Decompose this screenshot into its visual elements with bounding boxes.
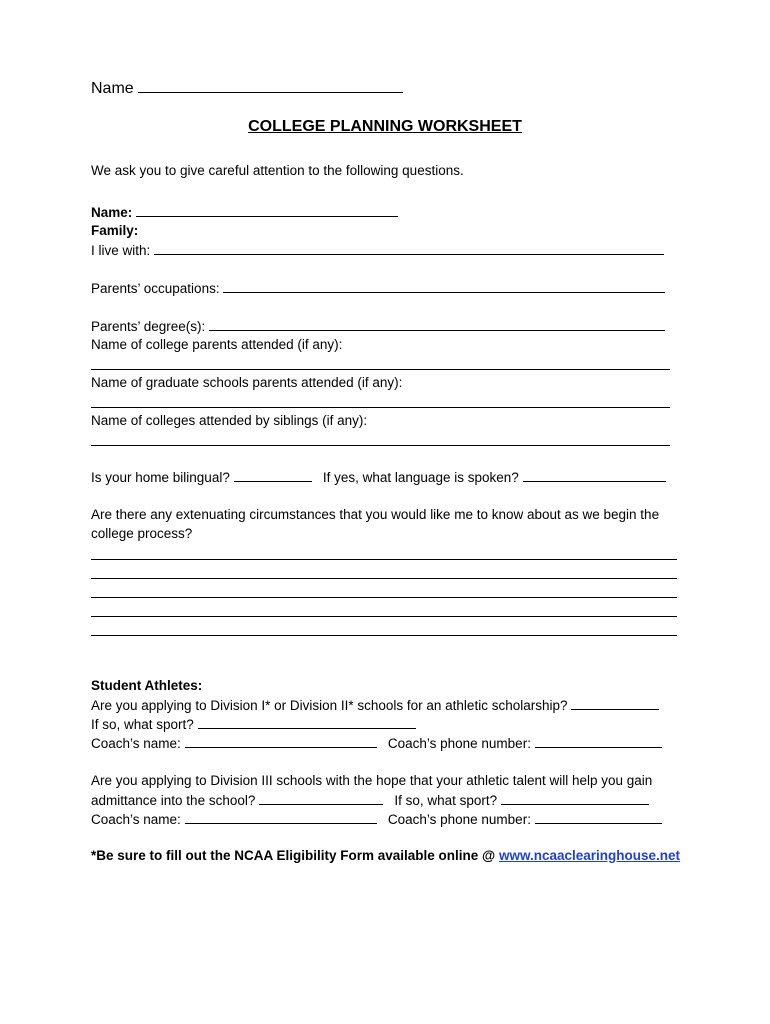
live-with-row xyxy=(91,240,664,260)
coach-name2-label: Coach’s name: xyxy=(91,812,181,827)
ncaa-note-text: *Be sure to fill out the NCAA Eligibility Form available online @ xyxy=(91,848,496,863)
coach-name1-label: Coach’s name: xyxy=(91,736,181,751)
sport2-label: If so, what sport? xyxy=(394,793,498,808)
bilingual-row xyxy=(91,467,666,487)
degrees-label: Parents’ degree(s): xyxy=(91,319,206,334)
sport2-blank[interactable] xyxy=(501,790,649,805)
coach1-row xyxy=(91,733,662,753)
ncaa-link[interactable]: www.ncaaclearinghouse.net xyxy=(498,848,681,863)
college-parents-label: Name of college parents attended (if any): xyxy=(91,337,343,352)
coach-phone2-blank[interactable] xyxy=(535,809,662,824)
language-label: If yes, what language is spoken? xyxy=(322,470,519,485)
colleges-siblings-blank[interactable] xyxy=(91,445,670,446)
athletes-heading: Student Athletes: xyxy=(91,678,203,693)
div12-label: Are you applying to Division I* or Division II* schools for an athletic scholarship? xyxy=(91,698,568,713)
circumstances-line-4[interactable] xyxy=(91,616,677,617)
top-name-blank[interactable] xyxy=(138,76,403,93)
occupations-label: Parents’ occupations: xyxy=(91,281,220,296)
coach-name2-blank[interactable] xyxy=(185,809,377,824)
name-label: Name: xyxy=(91,205,133,220)
coach-phone1-blank[interactable] xyxy=(535,733,662,748)
college-parents-blank[interactable] xyxy=(91,369,670,370)
div12-blank[interactable] xyxy=(571,695,659,710)
live-with-blank[interactable] xyxy=(154,240,664,255)
occupations-row xyxy=(91,278,665,298)
div12-row xyxy=(91,695,659,715)
sport1-blank[interactable] xyxy=(198,714,416,729)
grad-parents-blank[interactable] xyxy=(91,407,670,408)
colleges-siblings-label: Name of colleges attended by siblings (if any): xyxy=(91,413,368,428)
sport1-label: If so, what sport? xyxy=(91,717,194,732)
ncaa-note xyxy=(91,846,680,865)
admittance-blank[interactable] xyxy=(259,790,383,805)
degrees-blank[interactable] xyxy=(209,316,665,331)
admittance-label: admittance into the school? xyxy=(91,793,256,808)
language-blank[interactable] xyxy=(523,467,666,482)
name-row xyxy=(91,202,398,222)
circumstances-line-1[interactable] xyxy=(91,559,677,560)
coach2-row xyxy=(91,809,662,829)
circumstances-line-3[interactable] xyxy=(91,597,677,598)
top-name-label: Name xyxy=(91,80,134,97)
family-label: Family: xyxy=(91,223,139,238)
grad-parents-label: Name of graduate schools parents attended (if any): xyxy=(91,375,403,390)
circumstances-line-2[interactable] xyxy=(91,578,677,579)
top-name-row xyxy=(91,76,403,100)
page-title: COLLEGE PLANNING WORKSHEET xyxy=(248,118,522,135)
intro-text: We ask you to give careful attention to the following questions. xyxy=(91,163,464,178)
degrees-row xyxy=(91,316,665,336)
coach-phone2-label: Coach’s phone number: xyxy=(387,812,531,827)
coach-name1-blank[interactable] xyxy=(185,733,377,748)
coach-phone1-label: Coach’s phone number: xyxy=(387,736,531,751)
live-with-label: I live with: xyxy=(91,243,151,258)
admittance-row xyxy=(91,790,649,810)
circumstances-label: Are there any extenuating circumstances that you would like me to know about as we begin the college process? xyxy=(91,507,660,541)
circumstances-line-5[interactable] xyxy=(91,635,677,636)
bilingual-blank[interactable] xyxy=(234,467,312,482)
bilingual-label: Is your home bilingual? xyxy=(91,470,230,485)
div3-label: Are you applying to Division III schools with the hope that your athletic talent will help you gain xyxy=(91,773,653,788)
occupations-blank[interactable] xyxy=(223,278,665,293)
sport1-row xyxy=(91,714,416,734)
name-blank[interactable] xyxy=(136,202,398,217)
